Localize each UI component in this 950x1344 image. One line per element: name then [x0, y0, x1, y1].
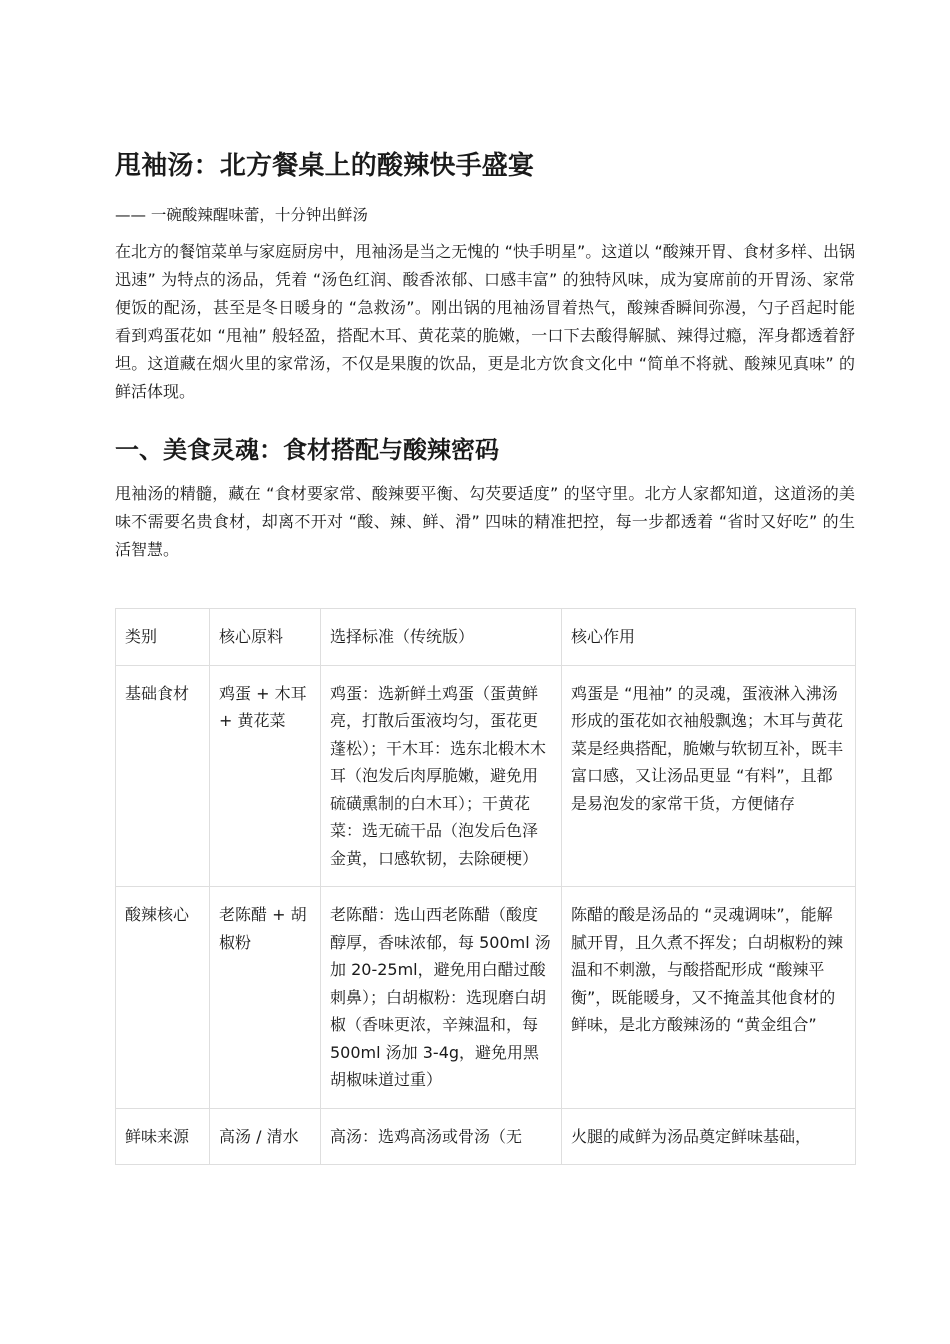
cell-category: 鲜味来源 [116, 1108, 210, 1165]
page-subtitle: —— 一碗酸辣醒味蕾，十分钟出鲜汤 [115, 206, 368, 224]
header-role: 核心作用 [562, 609, 856, 666]
cell-category: 酸辣核心 [116, 887, 210, 1109]
table-header-row [116, 609, 856, 666]
ingredient-table [115, 608, 856, 1165]
cell-role: 鸡蛋是 “甩袖” 的灵魂，蛋液淋入沸汤形成的蛋花如衣袖般飘逸；木耳与黄花菜是经典搭配，脆嫩与软韧互补，既丰富口感，又让汤品更显 “有料”，且都是易泡发的家常干货，方便储存 [562, 665, 856, 887]
cell-role: 火腿的咸鲜为汤品奠定鲜味基础， [562, 1108, 856, 1165]
cell-ingredients: 老陈醋 + 胡椒粉 [210, 887, 321, 1109]
page-title: 甩袖汤：北方餐桌上的酸辣快手盛宴 [115, 151, 535, 181]
cell-standard: 高汤：选鸡高汤或骨汤（无 [321, 1108, 562, 1165]
cell-ingredients: 高汤 / 清水 [210, 1108, 321, 1165]
cell-category: 基础食材 [116, 665, 210, 887]
header-category: 类别 [116, 609, 210, 666]
table-row [116, 665, 856, 887]
header-standard: 选择标准（传统版） [321, 609, 562, 666]
section-paragraph: 甩袖汤的精髓，藏在 “食材要家常、酸辣要平衡、勾芡要适度” 的坚守里。北方人家都知道，这道汤的美味不需要名贵食材，却离不开对 “酸、辣、鲜、滑” 四味的精准把控，每一步都透着 “省时又好吃” 的生活智慧。 [115, 484, 855, 559]
table-row [116, 1108, 856, 1165]
header-ingredients: 核心原料 [210, 609, 321, 666]
cell-standard: 老陈醋：选山西老陈醋（酸度醇厚，香味浓郁，每 500ml 汤加 20-25ml，避免用白醋过酸刺鼻）；白胡椒粉：选现磨白胡椒（香味更浓，辛辣温和，每 500ml 汤加 3-4g，避免用黑胡椒味道过重） [321, 887, 562, 1109]
intro-paragraph: 在北方的餐馆菜单与家庭厨房中，甩袖汤是当之无愧的 “快手明星”。这道以 “酸辣开胃、食材多样、出锅迅速” 为特点的汤品，凭着 “汤色红润、酸香浓郁、口感丰富” 的独特风味，成为宴席前的开胃汤、家常便饭的配汤，甚至是冬日暖身的 “急救汤”。刚出锅的甩袖汤冒着热气，酸辣香瞬间弥漫，勺子舀起时能看到鸡蛋花如 “甩袖” 般轻盈，搭配木耳、黄花菜的脆嫩，一口下去酸得解腻、辣得过瘾，浑身都透着舒坦。这道藏在烟火里的家常汤，不仅是果腹的饮品，更是北方饮食文化中 “简单不将就、酸辣见真味” 的鲜活体现。 [115, 242, 855, 401]
cell-role: 陈醋的酸是汤品的 “灵魂调味”，能解腻开胃，且久煮不挥发；白胡椒粉的辣温和不刺激，与酸搭配形成 “酸辣平衡”，既能暖身，又不掩盖其他食材的鲜味，是北方酸辣汤的 “黄金组合” [562, 887, 856, 1109]
table-row [116, 887, 856, 1109]
section-heading: 一、美食灵魂：食材搭配与酸辣密码 [115, 436, 499, 464]
cell-ingredients: 鸡蛋 + 木耳 + 黄花菜 [210, 665, 321, 887]
cell-standard: 鸡蛋：选新鲜土鸡蛋（蛋黄鲜亮，打散后蛋液均匀，蛋花更蓬松）；干木耳：选东北椴木木耳（泡发后肉厚脆嫩，避免用硫磺熏制的白木耳）；干黄花菜：选无硫干品（泡发后色泽金黄，口感软韧，去除硬梗） [321, 665, 562, 887]
